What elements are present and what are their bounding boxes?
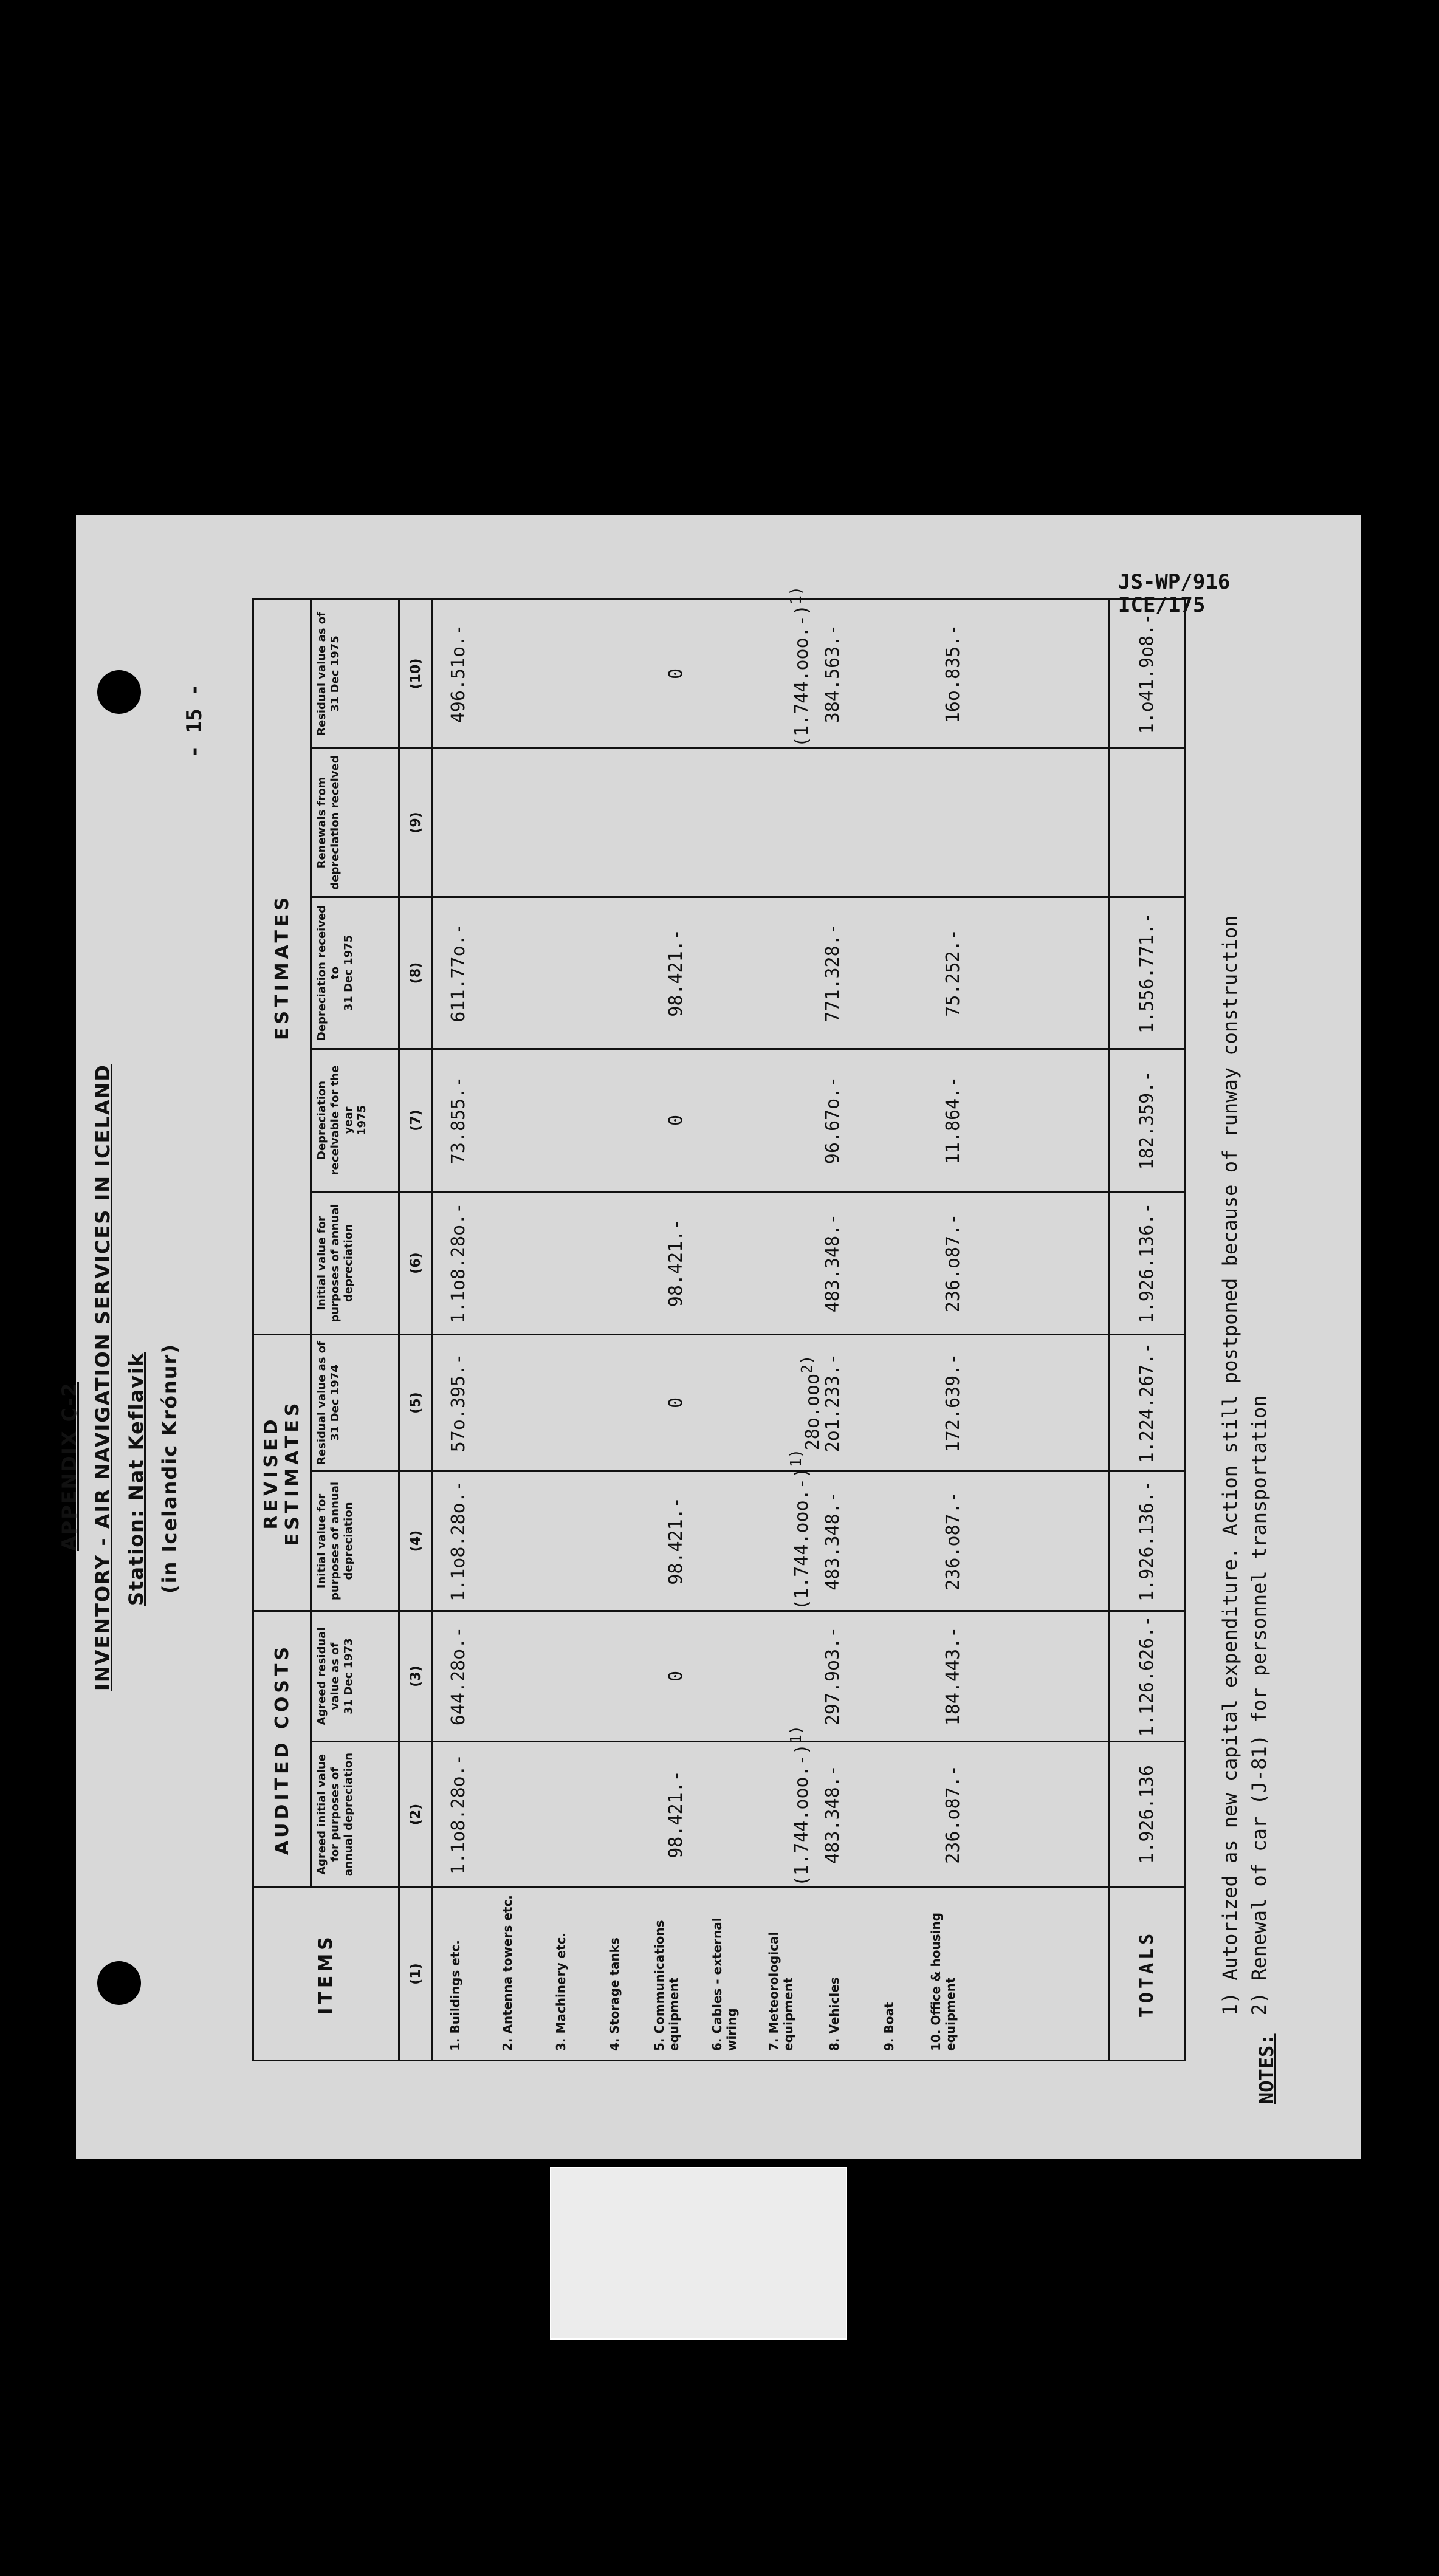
page-number: - 15 -: [182, 683, 207, 758]
column-number: (2): [399, 1742, 433, 1888]
column-header: Renewals from depreciation received: [311, 748, 399, 897]
value-cell: 2o1.233.-: [822, 1353, 843, 1453]
value-cell: 236.o87.-: [943, 1213, 964, 1313]
value-cell: 0: [665, 668, 687, 679]
appendix-heading: APPENDIX C-2: [58, 1382, 81, 1551]
total-cell: 1.556.771.-: [1109, 897, 1185, 1049]
total-cell: 1.o41.9o8.-: [1109, 599, 1185, 748]
value-cell: 75.252.-: [943, 929, 964, 1017]
value-cell: 236.o87.-: [943, 1492, 964, 1591]
value-cell: 483.348.-: [822, 1213, 843, 1313]
column-number: (5): [399, 1334, 433, 1471]
doc-ref-1: JS-WP/916: [1118, 570, 1231, 594]
column-number: (7): [399, 1049, 433, 1191]
value-cell: 98.421.-: [665, 929, 687, 1017]
column-header: Depreciation receivable for the year 1975: [311, 1049, 399, 1191]
value-cell: 57o.395.-: [448, 1353, 469, 1453]
column-number: (6): [399, 1191, 433, 1334]
note-2: 2) Renewal of car (J-81) for personnel transportation: [1248, 1395, 1271, 2016]
column-number: (1): [399, 1888, 433, 2061]
totals-label: TOTALS: [1109, 1888, 1185, 2061]
total-cell: 1.926.136.-: [1109, 1191, 1185, 1334]
column-header: Initial value for purposes of annual depreciation: [311, 1191, 399, 1334]
blank-label-card: [550, 2167, 847, 2340]
group-audited-costs: AUDITED COSTS: [253, 1611, 311, 1887]
item-storage-tanks: 4. Storage tanks: [607, 1937, 622, 2051]
value-cell: 98.421.-: [665, 1219, 687, 1307]
value-cell: 483.348.-: [822, 1492, 843, 1591]
value-cell: 184.443.-: [943, 1626, 964, 1726]
total-cell: 182.359.-: [1109, 1049, 1185, 1191]
column-header: Depreciation received to 31 Dec 1975: [311, 897, 399, 1049]
value-cell: 1.1o8.28o.-: [448, 1481, 469, 1601]
value-cell: 771.328.-: [822, 923, 843, 1023]
currency-note: (in Icelandic Krónur): [158, 1343, 181, 1594]
value-cell: 16o.835.-: [943, 624, 964, 724]
column-9: [433, 748, 1109, 897]
total-cell: 1.126.626.-: [1109, 1611, 1185, 1741]
value-cell: 28o.ooo$^{2)}$: [798, 1355, 823, 1451]
value-cell: 496.51o.-: [448, 624, 469, 724]
value-cell: 236.o87.-: [943, 1765, 964, 1864]
doc-ref-2: ICE/175: [1118, 593, 1206, 617]
notes-block: [1218, 915, 1278, 2104]
column-2: [433, 1725, 1109, 1888]
value-cell: 1.1o8.28o.-: [448, 1754, 469, 1875]
value-cell: 11.864.-: [943, 1076, 964, 1165]
column-header: Agreed initial value for purposes of annual depreciation: [311, 1742, 399, 1888]
value-cell: 98.421.-: [665, 1770, 687, 1858]
value-cell: 483.348.-: [822, 1765, 843, 1864]
item-meteorological: 7. Meteorological equipment: [766, 1931, 795, 2051]
column-6: [433, 1191, 1109, 1334]
column-header: Residual value as of 31 Dec 1975: [311, 599, 399, 748]
note-1: 1) Autorized as new capital expenditure. Action still postponed because of runway construction: [1218, 915, 1242, 2016]
value-cell: 384.563.-: [822, 624, 843, 724]
value-cell: $(1.744.ooo.-)^{1)}$: [787, 586, 812, 747]
station-name: Station: Nat Keflavik: [125, 1352, 148, 1606]
column-8: [433, 897, 1109, 1049]
item-office-equipment: 10. Office & housing equipment: [929, 1912, 958, 2051]
column-header: Agreed residual value as of 31 Dec 1973: [311, 1611, 399, 1741]
group-estimates: ESTIMATES: [253, 599, 311, 1334]
value-cell: 0: [665, 1670, 687, 1682]
column-header: Initial value for purposes of annual depreciation: [311, 1471, 399, 1611]
total-cell: 1.926.136.-: [1109, 1471, 1185, 1611]
column-number: (9): [399, 748, 433, 897]
column-number: (3): [399, 1611, 433, 1741]
value-cell: 98.421.-: [665, 1497, 687, 1585]
group-revised-estimates: REVISED ESTIMATES: [253, 1334, 311, 1611]
column-header: Residual value as of 31 Dec 1974: [311, 1334, 399, 1471]
rotated-page-content: [58, 518, 1358, 2153]
item-buildings: 1. Buildings etc.: [448, 1940, 462, 2051]
item-antenna-towers: 2. Antenna towers etc.: [500, 1895, 515, 2051]
column-10: [433, 586, 1109, 748]
column-3: [433, 1611, 1109, 1741]
value-cell: 0: [665, 1114, 687, 1126]
value-cell: 644.28o.-: [448, 1626, 469, 1726]
value-cell: $(1.744.ooo.-)^{1)}$: [787, 1725, 812, 1886]
column-4: [433, 1449, 1109, 1611]
value-cell: $(1.744.ooo.-)^{1)}$: [787, 1449, 812, 1610]
value-cell: 172.639.-: [943, 1353, 964, 1453]
item-boat: 9. Boat: [882, 2002, 896, 2051]
items-header: ITEMS: [253, 1888, 399, 2061]
item-communications: 5. Communications equipment: [652, 1920, 681, 2051]
value-cell: 0: [665, 1397, 687, 1409]
value-cell: 297.9o3.-: [822, 1626, 843, 1726]
total-cell: 1.224.267.-: [1109, 1334, 1185, 1471]
total-cell: [1109, 748, 1185, 897]
value-cell: 96.67o.-: [822, 1076, 843, 1165]
column-7: [433, 1049, 1109, 1191]
value-cell: 73.855.-: [448, 1076, 469, 1165]
column-number: (8): [399, 897, 433, 1049]
inventory-title: INVENTORY - AIR NAVIGATION SERVICES IN ICELAND: [91, 1064, 114, 1691]
item-machinery: 3. Machinery etc.: [554, 1932, 568, 2051]
column-number: (4): [399, 1471, 433, 1611]
inventory-table: [252, 586, 1186, 2061]
notes-label: NOTES:: [1255, 2033, 1278, 2104]
item-vehicles: 8. Vehicles: [827, 1977, 842, 2051]
value-cell: 1.1o8.28o.-: [448, 1202, 469, 1324]
items-column: [433, 1888, 1109, 2061]
item-cables: 6. Cables - external wiring: [710, 1917, 739, 2051]
column-5: [433, 1334, 1109, 1471]
scanned-page: [58, 515, 1361, 2159]
total-cell: 1.926.136: [1109, 1742, 1185, 1888]
column-number: (10): [399, 599, 433, 748]
value-cell: 611.77o.-: [448, 923, 469, 1023]
